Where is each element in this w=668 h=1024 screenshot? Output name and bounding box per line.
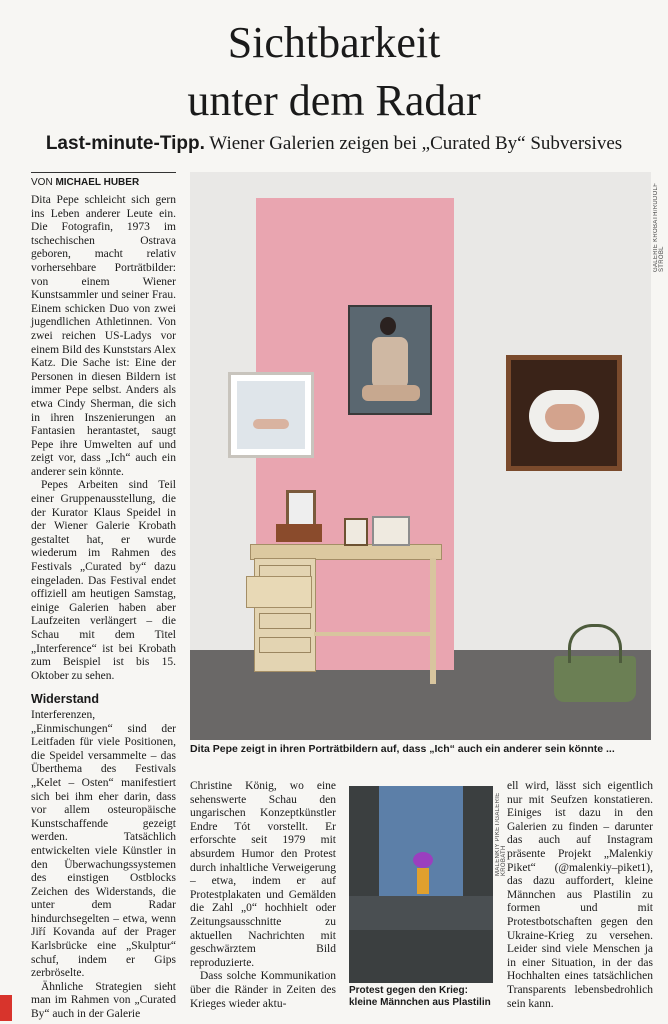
paragraph-1: Dita Pepe schleicht sich gern ins Leben anderer Leute ein. Die Fotografin, 1973 im tschechischen Ostrava geboren, macht relativ vorhersehbare Porträtbilder: von einem Wiener Kunstsammler und seiner Frau. Einem schicken Duo von zwei jugendlichen Athletinnen. Von zwei reichen US-Ladys vor einem Bild des Kunststars Alex Katz. Die Sache ist: Eine der Personen in diesen Bildern ist immer Pepe selbst. Anders als etwa Cindy Sherman, die sich in ihren Inszenierungen an Fantasien herantastet, saugt Pepe ihre Umwelten auf und zeigt vor, dass „Ich“ auch ein anderer sein könnte.: [31, 194, 177, 478]
open-drawer: [246, 576, 312, 608]
article-column-3: [507, 780, 653, 1011]
small-photo-credit: MALENKIY PIKET/GALERIE KROBATH: [495, 792, 507, 876]
byline: [31, 172, 176, 188]
basket-handle: [568, 624, 622, 663]
article-column-2: [190, 780, 336, 1011]
main-photo-caption: Dita Pepe zeigt in ihren Porträtbildern auf, dass „Ich“ auch ein anderer sein könnte ...: [190, 743, 615, 755]
paragraph-6: Dass solche Kommunikation über die Ränder in Zeiten des Krieges wieder aktu-: [190, 970, 336, 1010]
small-photo-caption: [349, 985, 499, 1009]
byline-author: MICHAEL HUBER: [55, 177, 140, 188]
main-photo: [190, 172, 651, 740]
small-caption-line-1: Protest gegen den Krieg:: [349, 985, 468, 996]
small-frame-1: [344, 518, 368, 546]
headline: [0, 14, 668, 130]
framed-portrait: [348, 305, 432, 415]
small-caption-line-2: kleine Männchen aus Plastilin: [349, 997, 491, 1008]
box-object: [276, 524, 322, 542]
main-photo-credit: GALERIE KROBATH/RUDOLF STROBL: [653, 182, 665, 272]
paragraph-3: Interferenzen, „Einmischungen“ sind der Leitfaden für viele Positionen, die Speidel versammelte – das Überthema des Festivals „Kelet – Osten“ manifestiert sich bei ihm eher darin, dass vor allem osteuropäische Kunstschaffende gezeigt werden. Tatsächlich entwickelten viele Künstler in den Überwachungssystemen des einstigen Ostblocks Zeichen des Widerstands, die unter dem Radar hindurchsegelten – etwa, wenn Jiří Kovanda auf der Prager Karlsbrücke eine „Skulptur“ schuf, indem er Gips zerbröselte.: [31, 708, 176, 980]
small-photo: [349, 786, 493, 983]
section-heading: Widerstand: [31, 692, 99, 707]
paragraph-7: ell wird, lässt sich eigentlich nur mit Seufzen konstatieren. Einiges ist dazu in den Galerien zu finden – darunter das auch auf Instagram präsente Projekt „Malenkiy Piket“ (@malenkiy–piket1), das dazu auffordert, kleine Männchen aus Plastilin zu formen und mit Protestbotschaften gegen den Ukraine-Krieg zu versehen. Leider sind viele Menschen ja in einer Situation, in der das Hochhalten eines tatsächlichen Transparents lebensbedrohlich sein kann.: [507, 780, 653, 1010]
framed-photo-still-life: [506, 355, 622, 471]
desk-rail: [314, 632, 430, 636]
paragraph-4: Ähnliche Strategien sieht man im Rahmen von „Curated By“ auch in der Galerie: [31, 980, 176, 1021]
paragraph-5: Christine König, wo eine sehenswerte Schau den ungarischen Konzeptkünstler Endre Tót vorstellt. Er erforschte seit 1979 mit absurdem Humor den Protest durch inhaltliche Verweigerung – etwa, indem er auf Protestplakaten und Gemälden die Zahl „0“ hochhielt oder Zeitungsausschnitte zu aktuellen Nachrichten mit geschwärztem Bild reproduzierte.: [190, 780, 336, 969]
framed-photo-snow: [228, 372, 314, 458]
subheadline-text: Wiener Galerien zeigen bei „Curated By“ Subversives: [209, 133, 623, 154]
article-column-1: [31, 194, 176, 1022]
mirror-object: [286, 490, 316, 528]
headline-line-2: unter dem Radar: [187, 76, 481, 125]
headline-line-1: Sichtbarkeit: [227, 18, 441, 67]
desk-leg: [430, 558, 436, 684]
paragraph-2: Pepes Arbeiten sind Teil einer Gruppenausstellung, die der Kurator Klaus Speidel in der Wiener Galerie Krobath gestaltet hat, er wurde wiederum im Rahmen des Festivals „Curated by“ dazu eingeladen. Das Festival endet offiziell am heutigen Samstag, einige Galerien haben aber Laufzeiten verlängert – die Schau mit dem Titel „Interference“ ist bei Krobath zum Beispiel ist bis 15. Oktober zu sehen.: [31, 479, 176, 682]
byline-prefix: VON: [31, 177, 53, 188]
page-edge-marker: [0, 995, 12, 1021]
small-frame-2: [372, 516, 410, 546]
subheadline: [0, 133, 668, 155]
kicker: Last-minute-Tipp.: [45, 133, 205, 154]
